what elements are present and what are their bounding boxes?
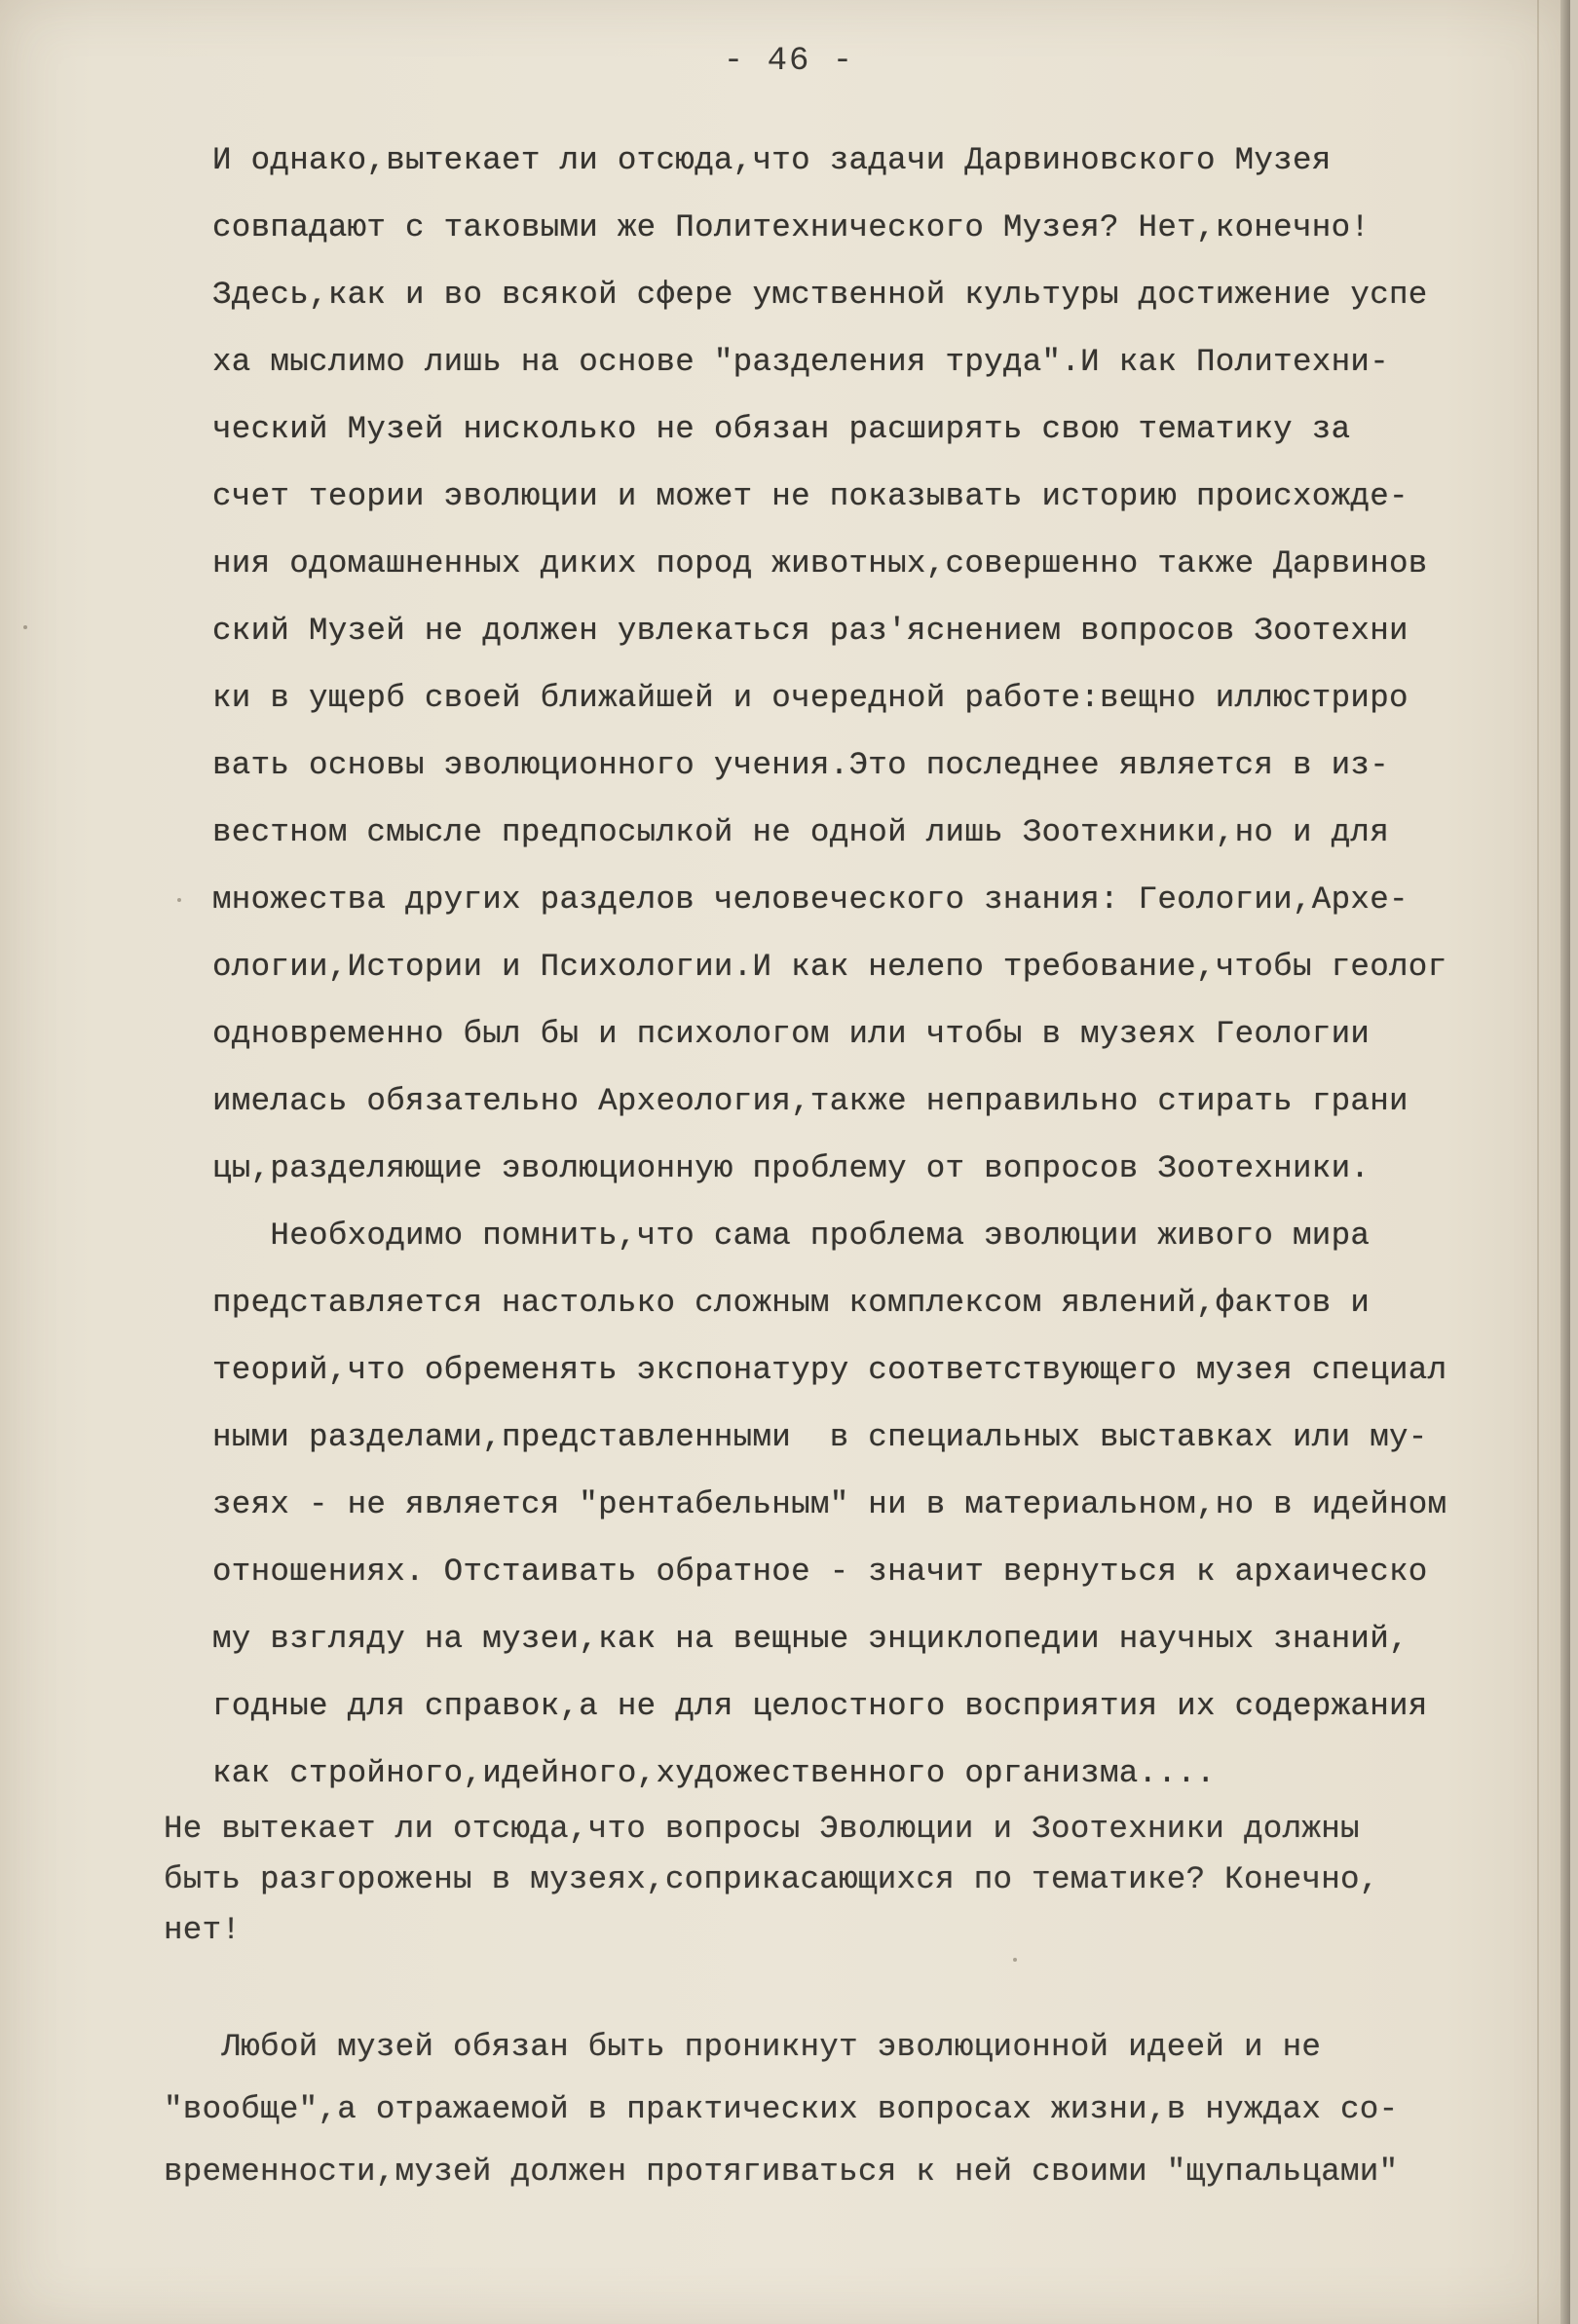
text-line: цы,разделяющие эволюционную проблему от вопросов Зоотехники. xyxy=(212,1150,1371,1186)
text-line: теорий,что обременять экспонатуру соответствующего музея специал xyxy=(212,1352,1447,1388)
text-line: как стройного,идейного,художественного организма.... xyxy=(212,1755,1216,1791)
text-line: ческий Музей нисколько не обязан расширять свою тематику за xyxy=(212,411,1351,447)
paragraph-4-block xyxy=(164,2028,1547,2215)
paragraph-3-block xyxy=(164,1810,1547,1962)
text-line: вать основы эволюционного учения.Это последнее является в из- xyxy=(212,747,1389,783)
text-line: Не вытекает ли отсюда,что вопросы Эволюции и Зоотехники должны xyxy=(164,1811,1360,1847)
text-line: ния одомашненных диких пород животных,совершенно также Дарвинов xyxy=(212,545,1428,581)
text-line: ха мыслимо лишь на основе "разделения труда".И как Политехни- xyxy=(212,344,1389,380)
text-line: му взгляду на музеи,как на вещные энциклопедии научных знаний, xyxy=(212,1621,1409,1657)
paragraph-1-2-block xyxy=(212,141,1557,1821)
text-line: одновременно был бы и психологом или чтобы в музеях Геологии xyxy=(212,1016,1371,1052)
text-line: Необходимо помнить,что сама проблема эволюции живого мира xyxy=(212,1218,1371,1254)
paper-speck xyxy=(177,898,181,902)
text-line: годные для справок,а не для целостного восприятия их содержания xyxy=(212,1688,1428,1724)
text-line: вестном смысле предпосылкой не одной лишь Зоотехники,но и для xyxy=(212,814,1389,850)
text-line: Здесь,как и во всякой сфере умственной культуры достижение успе xyxy=(212,277,1428,313)
paper-speck xyxy=(23,625,27,629)
text-line: отношениях. Отстаивать обратное - значит вернуться к архаическо xyxy=(212,1554,1428,1590)
text-line: имелась обязательно Археология,также неправильно стирать грани xyxy=(212,1083,1409,1119)
text-line: ки в ущерб своей ближайшей и очередной работе:вещно иллюстриро xyxy=(212,680,1409,716)
text-line: И однако,вытекает ли отсюда,что задачи Дарвиновского Музея xyxy=(212,142,1332,178)
text-line: "вообще",а отражаемой в практических вопросах жизни,в нуждах со- xyxy=(164,2091,1399,2127)
text-line: Любой музей обязан быть проникнут эволюционной идеей и не xyxy=(164,2029,1322,2065)
text-line: зеях - не является "рентабельным" ни в материальном,но в идейном xyxy=(212,1486,1447,1522)
text-line: совпадают с таковыми же Политехнического Музея? Нет,конечно! xyxy=(212,209,1371,245)
text-line: множества других разделов человеческого знания: Геологии,Архе- xyxy=(212,881,1409,918)
text-line: ологии,Истории и Психологии.И как нелепо требование,чтобы геолог xyxy=(212,949,1447,985)
text-line: быть разгорожены в музеях,соприкасающихся по тематике? Конечно, xyxy=(164,1861,1379,1897)
text-line: счет теории эволюции и может не показывать историю происхожде- xyxy=(212,478,1409,514)
text-line: ский Музей не должен увлекаться раз'яснением вопросов Зоотехни xyxy=(212,613,1409,649)
text-line: ными разделами,представленными в специальных выставках или му- xyxy=(212,1419,1428,1455)
text-line: нет! xyxy=(164,1912,242,1948)
text-line: временности,музей должен протягиваться к ней своими "щупальцами" xyxy=(164,2154,1399,2190)
text-line: представляется настолько сложным комплексом явлений,фактов и xyxy=(212,1285,1371,1321)
paper-right-edge xyxy=(1560,0,1570,2324)
page-number: - 46 - xyxy=(723,43,855,80)
